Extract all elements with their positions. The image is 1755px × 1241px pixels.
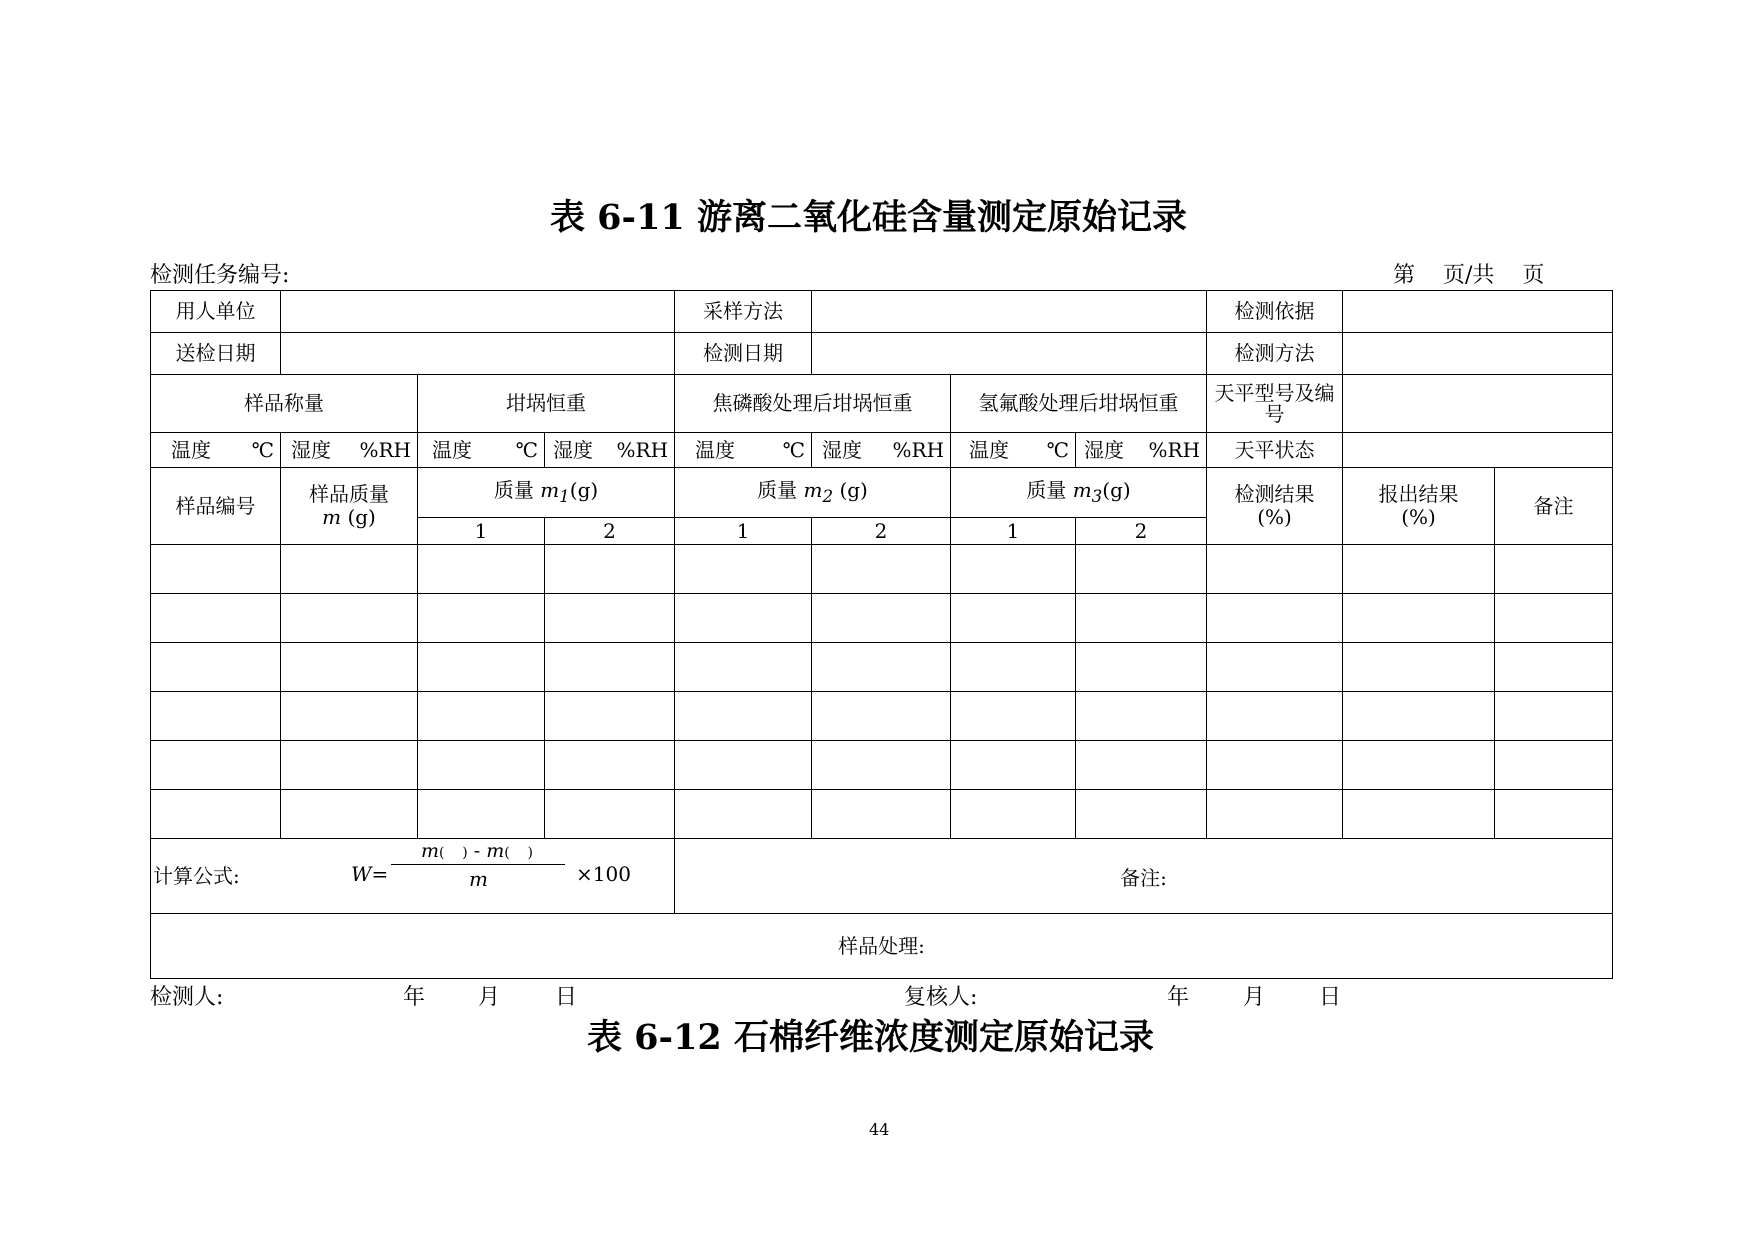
data-cell[interactable] [281,545,418,594]
data-cell[interactable] [951,741,1076,790]
data-cell[interactable] [1495,594,1613,643]
balance-model-label: 天平型号及编号 [1207,375,1343,433]
table-title: 表 6-11 游离二氧化硅含量测定原始记录 [550,197,1187,238]
fraction-line [391,864,565,865]
test-basis-label: 检测依据 [1207,291,1343,333]
reviewer-month: 月 [1243,985,1266,1010]
temperature-cell-1[interactable]: 温度 ℃ [151,433,281,468]
next-table-title: 表 6-12 石棉纤维浓度测定原始记录 [587,1017,1154,1058]
data-cell[interactable] [545,545,675,594]
data-cell[interactable] [151,790,281,839]
formula-label: 计算公式: [153,864,240,888]
inspector-year: 年 [403,985,426,1010]
formula-numerator: m( ) - m( ) [421,840,534,862]
test-date-label: 检测日期 [675,333,812,375]
data-cell[interactable] [1207,643,1343,692]
sample-treatment-cell[interactable] [151,914,1613,979]
inspector-label: 检测人: [150,985,224,1010]
data-cell[interactable] [1343,692,1495,741]
data-cell[interactable] [812,594,951,643]
test-method-value[interactable] [1343,333,1613,375]
reviewer-day: 日 [1319,985,1342,1010]
data-cell[interactable] [1076,594,1207,643]
m1-trial-1-header: 1 [418,518,545,545]
test-method-label: 检测方法 [1207,333,1343,375]
sample-mass-header: 样品质量 m (g) [281,468,418,545]
sampling-method-value[interactable] [812,291,1207,333]
data-cell[interactable] [1076,741,1207,790]
humidity-cell-3[interactable]: 湿度 %RH [812,433,951,468]
data-cell[interactable] [1207,692,1343,741]
test-date-value[interactable] [812,333,1207,375]
data-cell[interactable] [418,594,545,643]
data-cell[interactable] [951,692,1076,741]
data-cell[interactable] [1495,790,1613,839]
task-number-label: 检测任务编号: [150,263,290,288]
notes-label: 备注: [1120,865,1167,890]
data-cell[interactable] [951,594,1076,643]
data-cell[interactable] [418,692,545,741]
humidity-cell-4[interactable]: 湿度 %RH [1076,433,1207,468]
record-table [150,290,1613,979]
data-cell[interactable] [1343,741,1495,790]
m3-trial-2-header: 2 [1076,518,1207,545]
data-cell[interactable] [675,643,812,692]
remark-header: 备注 [1495,468,1613,545]
balance-state-value[interactable] [1343,433,1613,468]
data-cell[interactable] [1076,790,1207,839]
data-cell[interactable] [281,692,418,741]
data-cell[interactable] [675,545,812,594]
data-cell[interactable] [675,790,812,839]
data-cell[interactable] [1076,643,1207,692]
table-row [151,741,1613,790]
data-cell[interactable] [1343,545,1495,594]
sample-number-header: 样品编号 [151,468,281,545]
mass-m3-header: 质量 $m_3(g)$ [951,468,1207,518]
reported-result-header: 报出结果 (%) [1343,468,1495,545]
m1-trial-2-header: 2 [545,518,675,545]
mass-m2-header: 质量 $m_2$ (g) [675,468,951,518]
data-cell[interactable] [812,790,951,839]
table-row [151,643,1613,692]
data-cell[interactable] [951,790,1076,839]
page-number: 44 [869,1120,890,1139]
data-cell[interactable] [1076,545,1207,594]
data-cell[interactable] [951,643,1076,692]
data-cell[interactable] [281,594,418,643]
submission-date-label: 送检日期 [151,333,281,375]
temperature-cell-3[interactable]: 温度 ℃ [675,433,812,468]
sample-weighing-header: 样品称量 [151,375,418,433]
table-row [151,594,1613,643]
data-cell[interactable] [812,741,951,790]
notes-cell[interactable] [675,839,1613,914]
data-cell[interactable] [1495,692,1613,741]
humidity-cell-2[interactable]: 湿度 %RH [545,433,675,468]
table-row [151,545,1613,594]
data-cell[interactable] [545,594,675,643]
m2-trial-2-header: 2 [812,518,951,545]
data-cell[interactable] [675,692,812,741]
data-cell[interactable] [1495,741,1613,790]
temperature-cell-4[interactable]: 温度 ℃ [951,433,1076,468]
data-cell[interactable] [1076,692,1207,741]
employer-label: 用人单位 [151,291,281,333]
data-cell[interactable] [1207,545,1343,594]
test-basis-value[interactable] [1343,291,1613,333]
test-result-header: 检测结果 (%) [1207,468,1343,545]
balance-state-label: 天平状态 [1207,433,1343,468]
data-cell[interactable] [1495,545,1613,594]
reviewer-year: 年 [1167,985,1190,1010]
data-cell[interactable] [951,545,1076,594]
m2-trial-1-header: 1 [675,518,812,545]
mass-m1-header: 质量 $m_1(g)$ [418,468,675,518]
data-cell[interactable] [418,643,545,692]
data-cell[interactable] [1343,643,1495,692]
employer-value[interactable] [281,291,675,333]
data-cell[interactable] [1207,790,1343,839]
formula-denominator: m [469,867,488,891]
sampling-method-label: 采样方法 [675,291,812,333]
data-cell[interactable] [151,545,281,594]
pyrophosphoric-crucible-header: 焦磷酸处理后坩埚恒重 [675,375,951,433]
data-cell[interactable] [418,790,545,839]
data-cell[interactable] [281,741,418,790]
inspector-month: 月 [478,985,501,1010]
data-cell[interactable] [281,790,418,839]
data-cell[interactable] [418,545,545,594]
data-cell[interactable] [1207,594,1343,643]
data-cell[interactable] [812,643,951,692]
data-cell[interactable] [675,741,812,790]
formula-w: W= [351,862,389,886]
data-cell[interactable] [675,594,812,643]
data-cell[interactable] [1207,741,1343,790]
temperature-cell-2[interactable]: 温度 ℃ [418,433,545,468]
crucible-constant-weight-header: 坩埚恒重 [418,375,675,433]
data-cell[interactable] [545,790,675,839]
data-cell[interactable] [545,741,675,790]
data-cell[interactable] [545,643,675,692]
data-cell[interactable] [545,692,675,741]
data-cell[interactable] [151,643,281,692]
reviewer-label: 复核人: [904,985,978,1010]
submission-date-value[interactable] [281,333,675,375]
data-cell[interactable] [1343,594,1495,643]
data-cell[interactable] [812,545,951,594]
formula-cell [151,839,675,914]
m3-trial-1-header: 1 [951,518,1076,545]
data-cell[interactable] [151,741,281,790]
data-cell[interactable] [1495,643,1613,692]
data-cell[interactable] [1343,790,1495,839]
data-cell[interactable] [812,692,951,741]
balance-model-value[interactable] [1343,375,1613,433]
formula-multiplier: ×100 [576,862,631,886]
data-cell[interactable] [151,594,281,643]
inspector-day: 日 [555,985,578,1010]
sample-treatment-label: 样品处理: [838,933,925,958]
page-indicator: 第 页/共 页 [1393,263,1545,288]
hydrofluoric-crucible-header: 氢氟酸处理后坩埚恒重 [951,375,1207,433]
data-cell[interactable] [281,643,418,692]
table-row [151,790,1613,839]
data-cell[interactable] [151,692,281,741]
data-cell[interactable] [418,741,545,790]
humidity-cell-1[interactable]: 湿度 %RH [281,433,418,468]
table-row [151,692,1613,741]
